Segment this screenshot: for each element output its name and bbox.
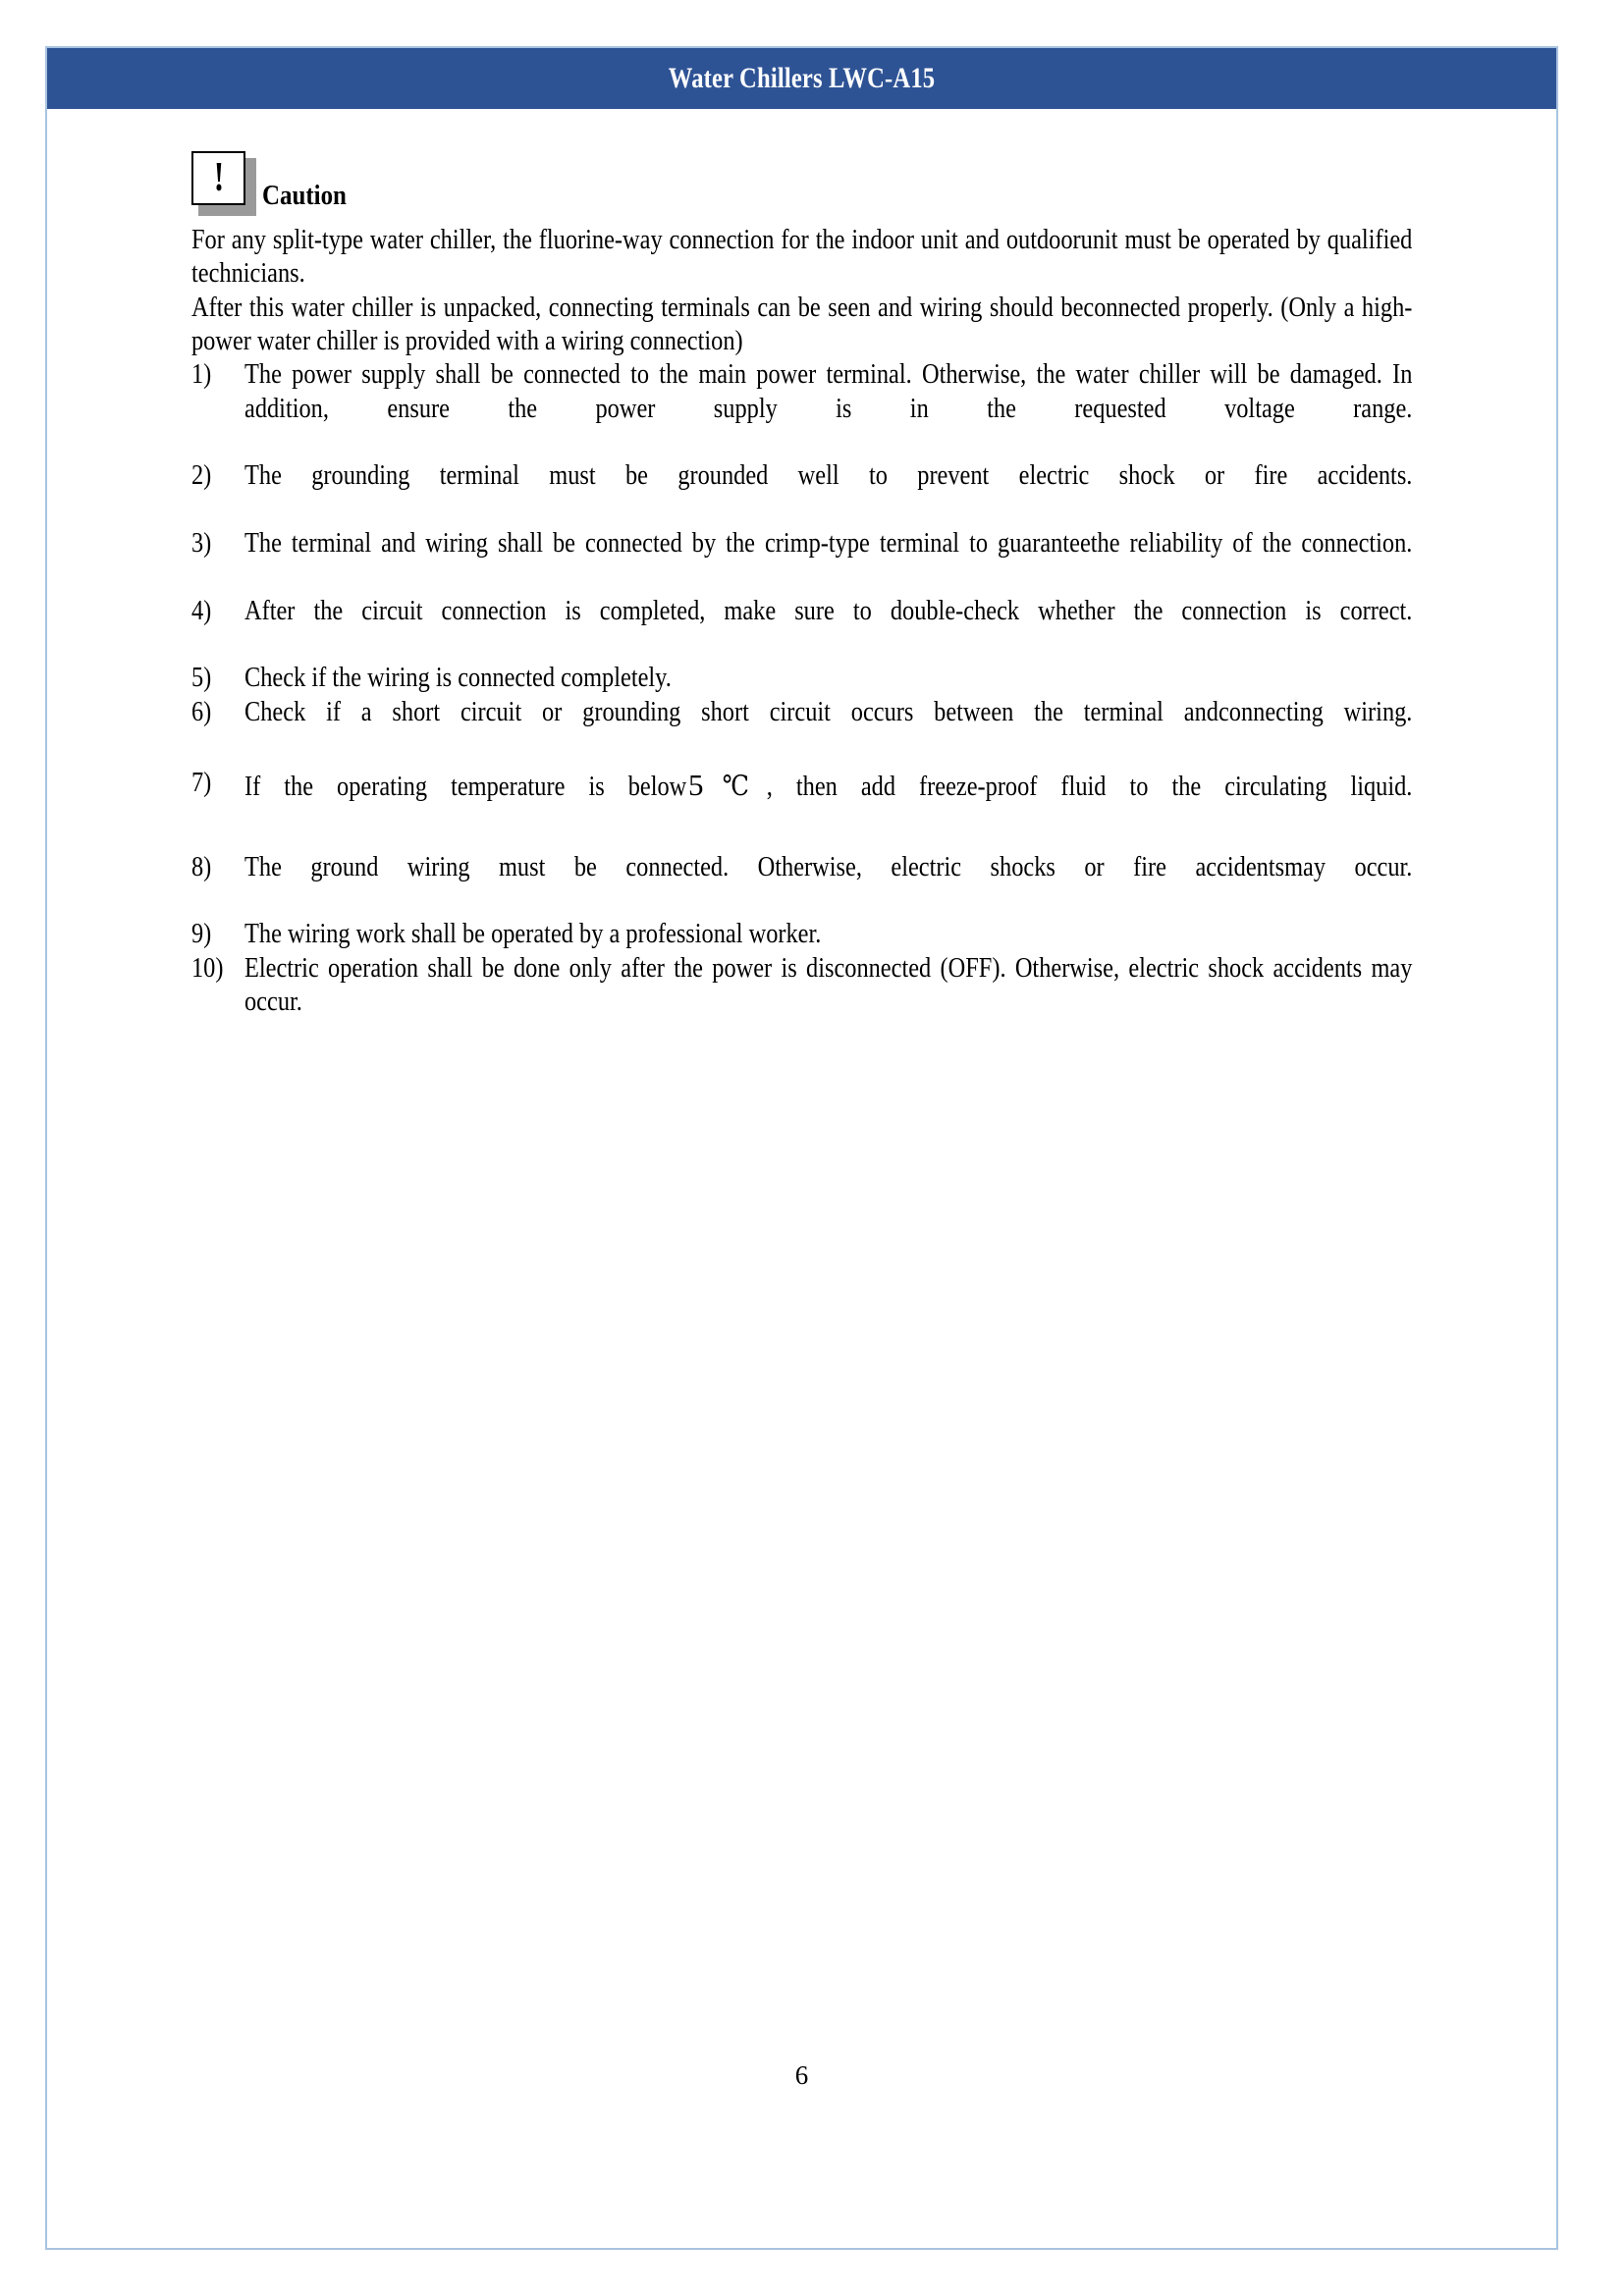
list-item-text: Electric operation shall be done only after the power is disconnected (OFF). Otherwise, electric shock accidents may occur. [244,952,1413,1018]
list-item [191,662,1413,695]
list-item [191,696,1413,764]
list-item-text: The grounding terminal must be grounded well to prevent electric shock or fire accidents. [244,460,1413,492]
intro-paragraph-1-text: For any split-type water chiller, the fluorine-way connection for the indoor unit and outdoorunit must be operated by qualified technicians. [191,225,1413,290]
list-item [191,595,1413,663]
caution-instruction-list [191,358,1413,1052]
list-item [191,851,1413,919]
intro-paragraph-2-text: After this water chiller is unpacked, connecting terminals can be seen and wiring should beconnected properly. (Only a high-power water chiller is provided with a wiring connection) [191,292,1413,356]
page-title: Water Chillers LWC-A15 [668,62,936,94]
page-number: 6 [794,2060,809,2090]
page-content [191,151,1413,1053]
list-item [191,358,1413,459]
list-item [191,952,1413,1053]
list-item [191,527,1413,595]
list-item-text: The wiring work shall be operated by a professional worker. [244,919,822,950]
exclamation-glyph: ! [213,154,224,200]
temperature-value: 5 [687,768,704,803]
intro-paragraph-1 [191,224,1413,292]
list-item-marker: 7) [191,768,212,799]
list-item-marker: 8) [191,851,212,882]
intro-paragraph-2 [191,292,1413,359]
list-item-marker: 5) [191,663,212,694]
list-item-marker: 3) [191,527,212,559]
caution-heading [191,151,1413,222]
list-item-text-before: If the operating temperature is below [244,772,687,803]
list-item-text: Check if a short circuit or grounding short circuit occurs between the terminal andconnecting wiring. [244,696,1413,727]
list-item-marker: 2) [191,460,212,492]
list-item-text-after: ℃, then add freeze-proof fluid to the circulating liquid. [704,772,1413,803]
list-item-text: The ground wiring must be connected. Otherwise, electric shocks or fire accidentsmay occur. [244,851,1413,882]
list-item-marker: 6) [191,696,212,727]
page-header-banner [47,48,1556,109]
list-item [191,918,1413,951]
list-item [191,763,1413,851]
list-item-marker: 4) [191,595,212,626]
list-item-text [244,763,1412,851]
caution-label: Caution [262,180,347,211]
document-page [45,46,1558,2250]
list-item-marker: 1) [191,359,212,391]
exclamation-caution-icon [191,151,256,216]
caution-icon-box [191,151,245,205]
list-item-marker: 10) [191,952,224,984]
list-item-text: The terminal and wiring shall be connected by the crimp-type terminal to guaranteethe reliability of the connection. [244,527,1413,559]
list-item-marker: 9) [191,919,212,950]
list-item-text: Check if the wiring is connected completely. [244,663,672,694]
list-item [191,459,1413,527]
list-item-text: The power supply shall be connected to the main power terminal. Otherwise, the water chiller will be damaged. In addition, ensure the power supply is in the requested voltage range. [244,359,1413,424]
list-item-text: After the circuit connection is completed, make sure to double-check whether the connection is correct. [244,595,1413,626]
